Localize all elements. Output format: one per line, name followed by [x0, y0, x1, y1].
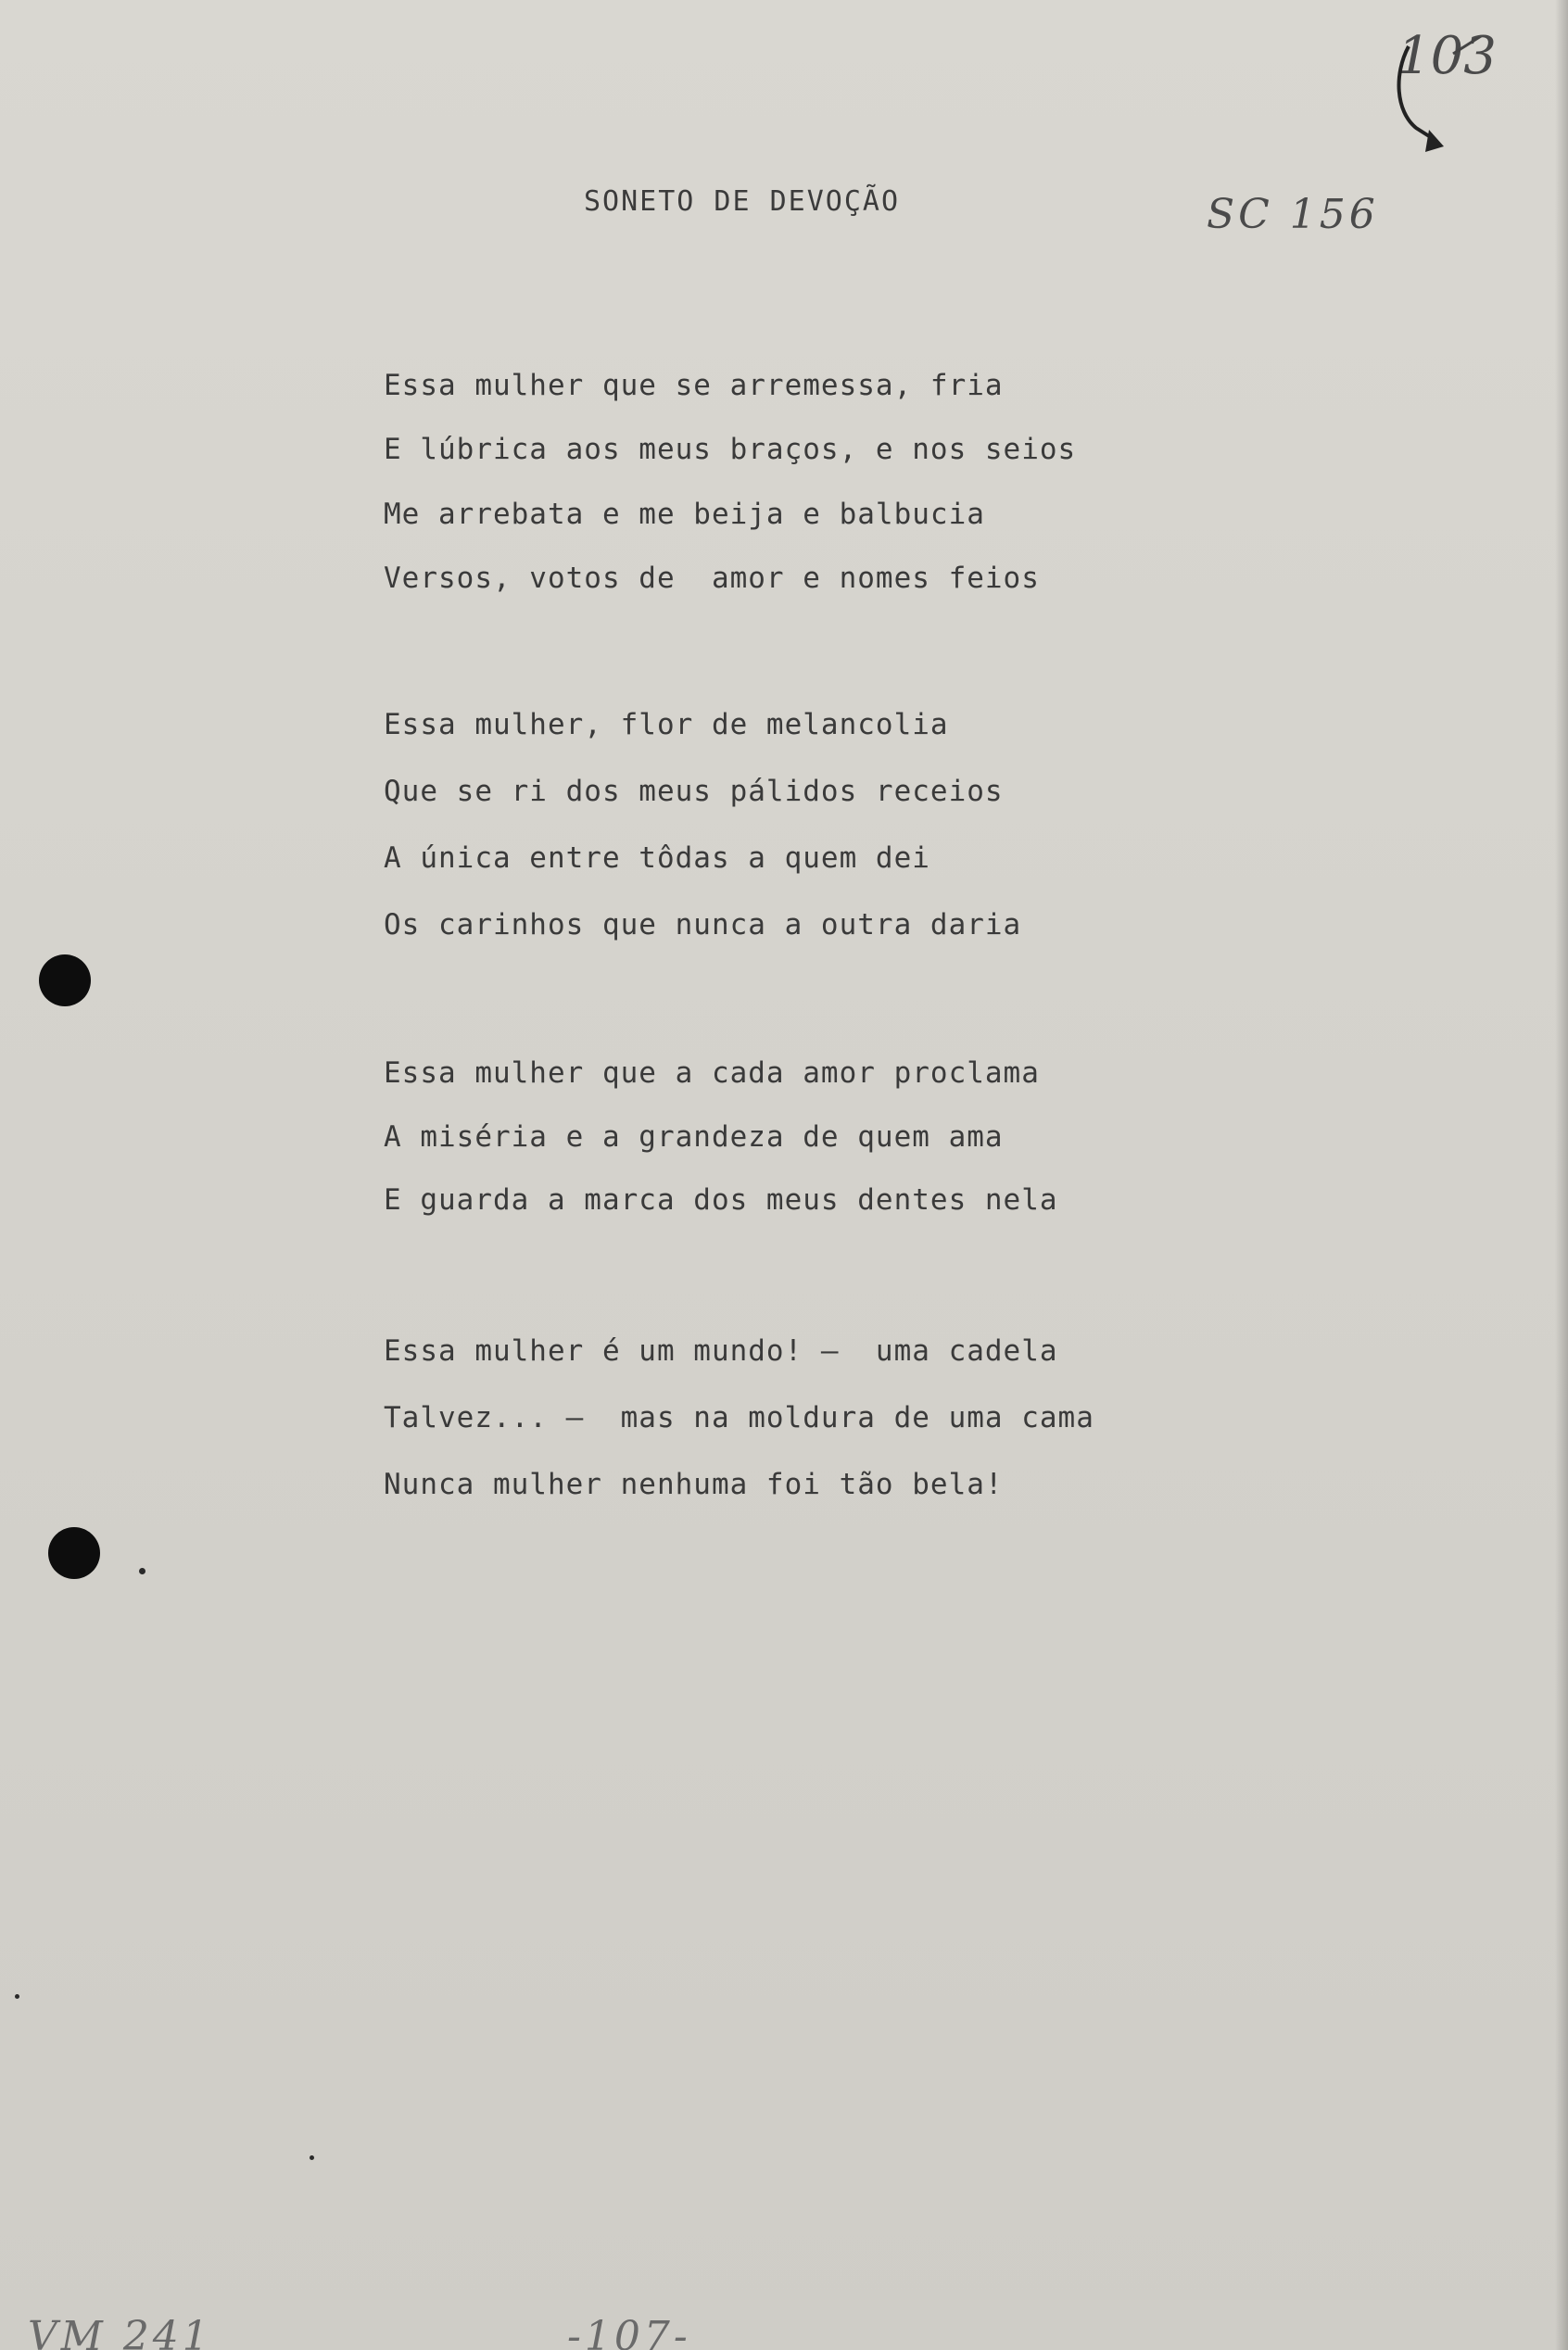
- verse-line: Essa mulher, flor de melancolia: [384, 708, 949, 741]
- folio-number: 103: [1397, 26, 1497, 86]
- folio-bracket-mark: [1388, 37, 1490, 158]
- verse-line: A miséria e a grandeza de quem ama: [384, 1120, 1004, 1154]
- verse-line: Os carinhos que nunca a outra daria: [384, 908, 1022, 941]
- verse-line: Essa mulher que se arremessa, fria: [384, 369, 1004, 402]
- verse-line: Me arrebata e me beija e balbucia: [384, 498, 985, 531]
- verse-line: Nunca mulher nenhuma foi tão bela!: [384, 1468, 1004, 1501]
- archive-code-handwritten: VM 241: [28, 2313, 212, 2350]
- page-number-handwritten: -107-: [567, 2313, 691, 2350]
- verse-line: Essa mulher que a cada amor proclama: [384, 1056, 1040, 1090]
- verse-line: E lúbrica aos meus braços, e nos seios: [384, 433, 1077, 466]
- verse-line: Que se ri dos meus pálidos receios: [384, 775, 1004, 808]
- punch-hole: [48, 1527, 100, 1579]
- punch-hole: [39, 954, 91, 1006]
- paper-speck: [139, 1568, 145, 1574]
- verse-line: Talvez... — mas na moldura de uma cama: [384, 1401, 1094, 1434]
- verse-line: A única entre tôdas a quem dei: [384, 841, 930, 875]
- paper-speck: [310, 2155, 314, 2160]
- collection-reference: SC 156: [1207, 191, 1379, 238]
- verse-line: E guarda a marca dos meus dentes nela: [384, 1183, 1058, 1217]
- verse-line: Essa mulher é um mundo! — uma cadela: [384, 1334, 1058, 1368]
- verse-line: Versos, votos de amor e nomes feios: [384, 562, 1040, 595]
- poem-title: SONETO DE DEVOÇÃO: [584, 185, 901, 218]
- paper-speck: [15, 1994, 19, 1999]
